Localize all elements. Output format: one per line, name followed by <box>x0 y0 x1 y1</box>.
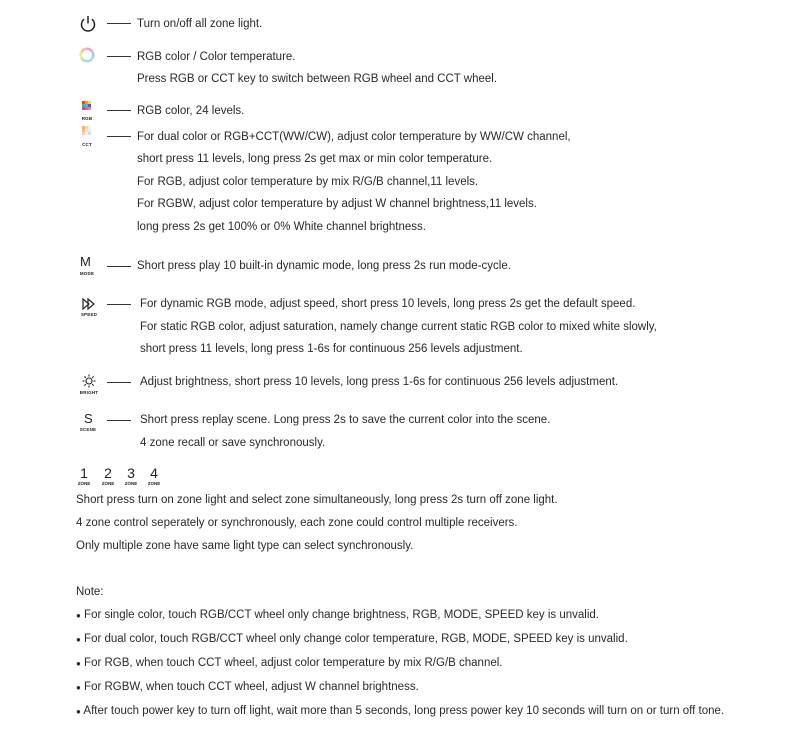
zone-description-1: Short press turn on zone light and select zone simultaneously, long press 2s turn off zone light. <box>76 494 558 506</box>
rgb-key-label: RGB <box>81 116 93 121</box>
zone-description-2: 4 zone control seperately or synchronously, each zone could control multiple receivers. <box>76 517 518 529</box>
bright-key <box>78 374 100 398</box>
cct-key <box>80 126 94 148</box>
speed-description-2: For static RGB color, adjust saturation, namely change current static RGB color to mixed white slowly, <box>140 321 657 333</box>
rgb-description: RGB color, 24 levels. <box>137 105 245 117</box>
bullet-icon: ● <box>76 683 81 692</box>
connector-line <box>107 56 131 57</box>
zone-2-key <box>98 466 118 486</box>
zone-4-number: 4 <box>150 465 158 481</box>
cct-key-label: CCT <box>82 142 92 147</box>
scene-description-2: 4 zone recall or save synchronously. <box>140 437 326 449</box>
connector-line <box>107 304 131 305</box>
note-text: After touch power key to turn off light, wait more than 5 seconds, long press power key 10 seconds will turn on or turn off tone. <box>83 705 725 717</box>
note-bullet-5 <box>76 704 724 719</box>
zone-2-number: 2 <box>104 465 112 481</box>
bullet-icon: ● <box>76 659 81 668</box>
speed-description-1: For dynamic RGB mode, adjust speed, short press 10 levels, long press 2s get the default speed. <box>140 298 636 310</box>
note-text: For RGB, when touch CCT wheel, adjust color temperature by mix R/G/B channel. <box>84 657 503 669</box>
scene-key <box>77 411 99 435</box>
connector-line <box>107 110 131 111</box>
cct-description-4: For RGBW, adjust color temperature by adjust W channel brightness,11 levels. <box>137 198 537 210</box>
speed-icon <box>81 298 97 310</box>
note-text: For RGBW, when touch CCT wheel, adjust W channel brightness. <box>84 681 419 693</box>
note-bullet-1 <box>76 608 599 623</box>
note-bullet-3 <box>76 656 502 671</box>
rgb-swatch-icon <box>80 101 94 113</box>
connector-line <box>107 23 131 24</box>
power-description: Turn on/off all zone light. <box>137 18 263 30</box>
cct-description-5: long press 2s get 100% or 0% White channel brightness. <box>137 221 426 233</box>
speed-description-3: short press 11 levels, long press 1-6s for continuous 256 levels adjustment. <box>140 343 523 355</box>
bullet-icon: ● <box>76 707 81 716</box>
note-text: For single color, touch RGB/CCT wheel only change brightness, RGB, MODE, SPEED key is unvalid. <box>84 609 599 621</box>
cct-description-1: For dual color or RGB+CCT(WW/CW), adjust color temperature by WW/CW channel, <box>137 131 571 143</box>
scene-key-label: SCENE <box>79 427 97 432</box>
zone-1-number: 1 <box>80 465 88 481</box>
bright-description: Adjust brightness, short press 10 levels, long press 1-6s for continuous 256 levels adjustment. <box>140 376 619 388</box>
mode-key <box>77 254 97 278</box>
speed-key-label: SPEED <box>80 312 98 317</box>
note-title: Note: <box>76 586 104 598</box>
zone-3-label: ZONE <box>124 481 138 486</box>
power-icon <box>78 14 98 34</box>
mode-key-label: MODE <box>79 271 95 276</box>
note-bullet-2 <box>76 632 628 647</box>
color-wheel-description-1: RGB color / Color temperature. <box>137 51 296 63</box>
cct-description-2: short press 11 levels, long press 2s get max or min color temperature. <box>137 153 493 165</box>
zone-1-key <box>74 466 94 486</box>
zone-4-label: ZONE <box>147 481 161 486</box>
power-key <box>78 14 98 34</box>
rgb-key <box>80 101 94 121</box>
bullet-icon: ● <box>76 635 81 644</box>
bullet-icon: ● <box>76 611 81 620</box>
connector-line <box>107 382 131 383</box>
zone-1-label: ZONE <box>77 481 91 486</box>
zone-3-number: 3 <box>127 465 135 481</box>
brightness-icon <box>81 374 97 388</box>
connector-line <box>107 420 131 421</box>
cct-swatch-icon <box>80 126 94 138</box>
zone-description-3: Only multiple zone have same light type can select synchronously. <box>76 540 414 552</box>
color-wheel-description-2: Press RGB or CCT key to switch between RGB wheel and CCT wheel. <box>137 73 498 85</box>
zone-3-key <box>121 466 141 486</box>
connector-line <box>107 266 131 267</box>
zone-4-key <box>144 466 164 486</box>
mode-description: Short press play 10 built-in dynamic mode, long press 2s run mode-cycle. <box>137 260 511 272</box>
mode-key-glyph: M <box>80 254 91 269</box>
scene-key-glyph: S <box>84 411 93 426</box>
scene-description-1: Short press replay scene. Long press 2s to save the current color into the scene. <box>140 414 551 426</box>
color-wheel-icon <box>78 46 96 64</box>
speed-key <box>79 296 99 320</box>
note-text: For dual color, touch RGB/CCT wheel only change color temperature, RGB, MODE, SPEED key is unvalid. <box>84 633 628 645</box>
cct-description-3: For RGB, adjust color temperature by mix R/G/B channel,11 levels. <box>137 176 479 188</box>
zone-2-label: ZONE <box>101 481 115 486</box>
note-bullet-4 <box>76 680 419 695</box>
color-wheel-key <box>78 46 96 64</box>
bright-key-label: BRIGHT <box>79 390 99 395</box>
connector-line <box>107 136 131 137</box>
